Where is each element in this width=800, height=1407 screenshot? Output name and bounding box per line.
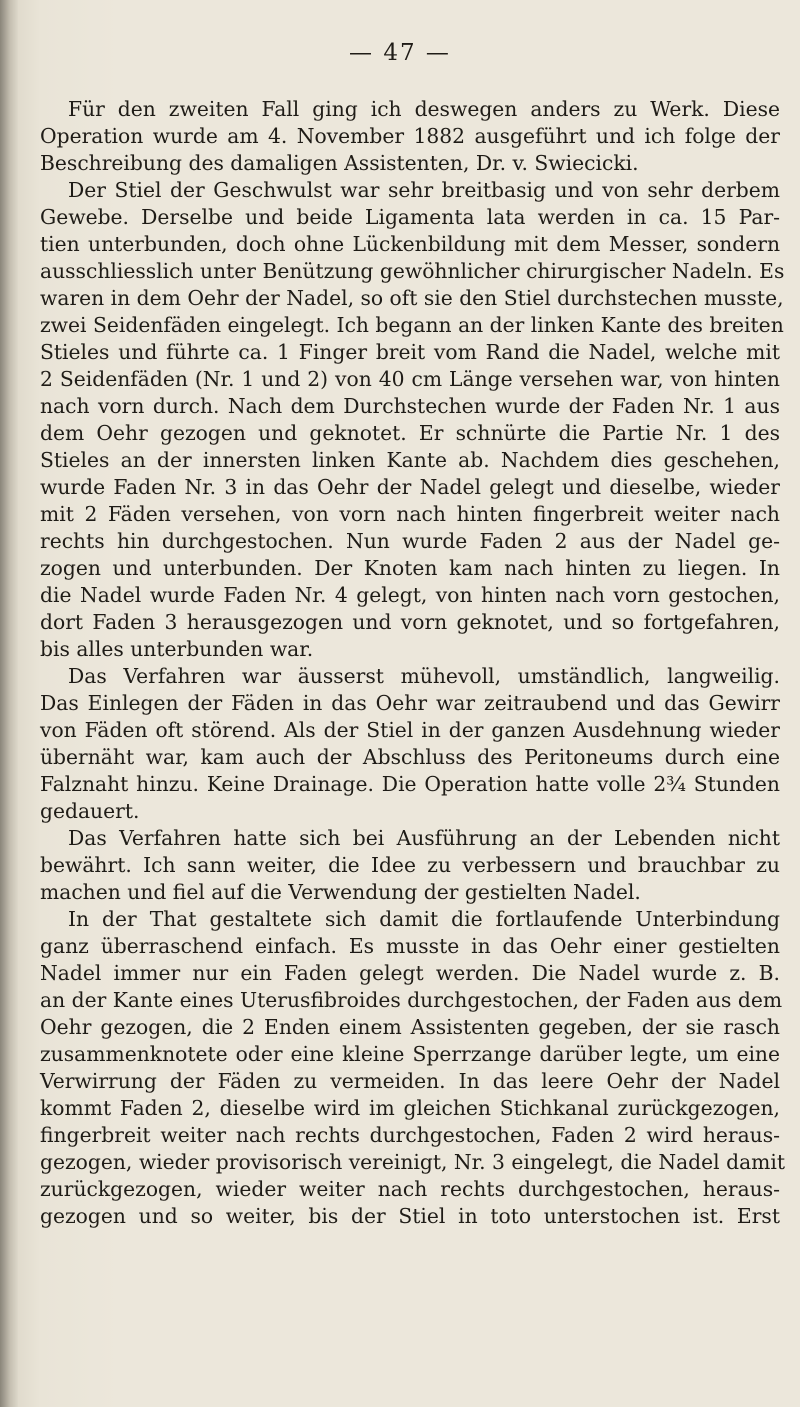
text-line: nach vorn durch. Nach dem Durchstechen wurde der Faden Nr. 1 aus bbox=[40, 394, 780, 418]
text-line: fingerbreit weiter nach rechts durchgestochen, Faden 2 wird heraus- bbox=[40, 1123, 780, 1147]
text-line: Operation wurde am 4. November 1882 ausgeführt und ich folge der bbox=[40, 124, 780, 148]
text-line: dort Faden 3 herausgezogen und vorn geknotet, und so fortgefahren, bbox=[40, 610, 780, 634]
text-line: Nadel immer nur ein Faden gelegt werden. Die Nadel wurde z. B. bbox=[40, 961, 780, 985]
text-line: dem Oehr gezogen und geknotet. Er schnürte die Partie Nr. 1 des bbox=[40, 421, 780, 445]
text-line: zurückgezogen, wieder weiter nach rechts durchgestochen, heraus- bbox=[40, 1177, 780, 1201]
text-line: gezogen und so weiter, bis der Stiel in toto unterstochen ist. Erst bbox=[40, 1204, 780, 1228]
text-line: Das Verfahren hatte sich bei Ausführung an der Lebenden nicht bbox=[68, 826, 780, 850]
text-line: machen und fiel auf die Verwendung der gestielten Nadel. bbox=[40, 880, 641, 904]
text-line: wurde Faden Nr. 3 in das Oehr der Nadel gelegt und dieselbe, wieder bbox=[40, 475, 780, 499]
text-line: bis alles unterbunden war. bbox=[40, 637, 314, 661]
text-line: In der That gestaltete sich damit die fortlaufende Unterbindung bbox=[68, 907, 780, 931]
text-line: mit 2 Fäden versehen, von vorn nach hinten fingerbreit weiter nach bbox=[40, 502, 780, 526]
text-line: Beschreibung des damaligen Assistenten, Dr. v. Swiecicki. bbox=[40, 151, 639, 175]
text-line: Das Verfahren war äusserst mühevoll, umständlich, langweilig. bbox=[68, 664, 780, 688]
text-line: Oehr gezogen, die 2 Enden einem Assistenten gegeben, der sie rasch bbox=[40, 1015, 780, 1039]
text-line: gedauert. bbox=[40, 799, 140, 823]
text-line: 2 Seidenfäden (Nr. 1 und 2) von 40 cm Länge versehen war, von hinten bbox=[40, 367, 780, 391]
text-line: tien unterbunden, doch ohne Lückenbildung mit dem Messer, sondern bbox=[40, 232, 780, 256]
text-line: Falznaht hinzu. Keine Drainage. Die Operation hatte volle 2¾ Stunden bbox=[40, 772, 780, 796]
text-line: rechts hin durchgestochen. Nun wurde Faden 2 aus der Nadel ge- bbox=[40, 529, 780, 553]
text-line: ausschliesslich unter Benützung gewöhnlicher chirurgischer Nadeln. Es bbox=[40, 259, 785, 283]
text-line: Verwirrung der Fäden zu vermeiden. In das leere Oehr der Nadel bbox=[40, 1069, 780, 1093]
text-line: Für den zweiten Fall ging ich deswegen anders zu Werk. Diese bbox=[68, 97, 780, 121]
text-line: gezogen, wieder provisorisch vereinigt, Nr. 3 eingelegt, die Nadel damit bbox=[40, 1150, 786, 1174]
text-line: Das Einlegen der Fäden in das Oehr war zeitraubend und das Gewirr bbox=[40, 691, 780, 715]
page-gutter bbox=[0, 0, 18, 1407]
text-line: ganz überraschend einfach. Es musste in das Oehr einer gestielten bbox=[40, 934, 780, 958]
text-line: kommt Faden 2, dieselbe wird im gleichen Stichkanal zurückgezogen, bbox=[40, 1096, 780, 1120]
text-line: Stieles an der innersten linken Kante ab. Nachdem dies geschehen, bbox=[40, 448, 780, 472]
body-text bbox=[40, 96, 786, 1230]
text-line: bewährt. Ich sann weiter, die Idee zu verbessern und brauchbar zu bbox=[40, 853, 780, 877]
text-line: die Nadel wurde Faden Nr. 4 gelegt, von hinten nach vorn gestochen, bbox=[40, 583, 780, 607]
text-line: zogen und unterbunden. Der Knoten kam nach hinten zu liegen. In bbox=[40, 556, 780, 580]
page-number: — 47 — bbox=[349, 40, 451, 66]
text-line: übernäht war, kam auch der Abschluss des Peritoneums durch eine bbox=[40, 745, 780, 769]
text-line: zwei Seidenfäden eingelegt. Ich begann an der linken Kante des breiten bbox=[40, 313, 784, 337]
text-line: Gewebe. Derselbe und beide Ligamenta lata werden in ca. 15 Par- bbox=[40, 205, 780, 229]
text-line: von Fäden oft störend. Als der Stiel in der ganzen Ausdehnung wieder bbox=[40, 718, 780, 742]
text-line: Stieles und führte ca. 1 Finger breit vom Rand die Nadel, welche mit bbox=[40, 340, 780, 364]
text-line: Der Stiel der Geschwulst war sehr breitbasig und von sehr derbem bbox=[68, 178, 780, 202]
text-line: an der Kante eines Uterusfibroides durchgestochen, der Faden aus dem bbox=[40, 988, 783, 1012]
text-line: waren in dem Oehr der Nadel, so oft sie den Stiel durchstechen musste, bbox=[40, 286, 784, 310]
text-line: zusammenknotete oder eine kleine Sperrzange darüber legte, um eine bbox=[40, 1042, 780, 1066]
